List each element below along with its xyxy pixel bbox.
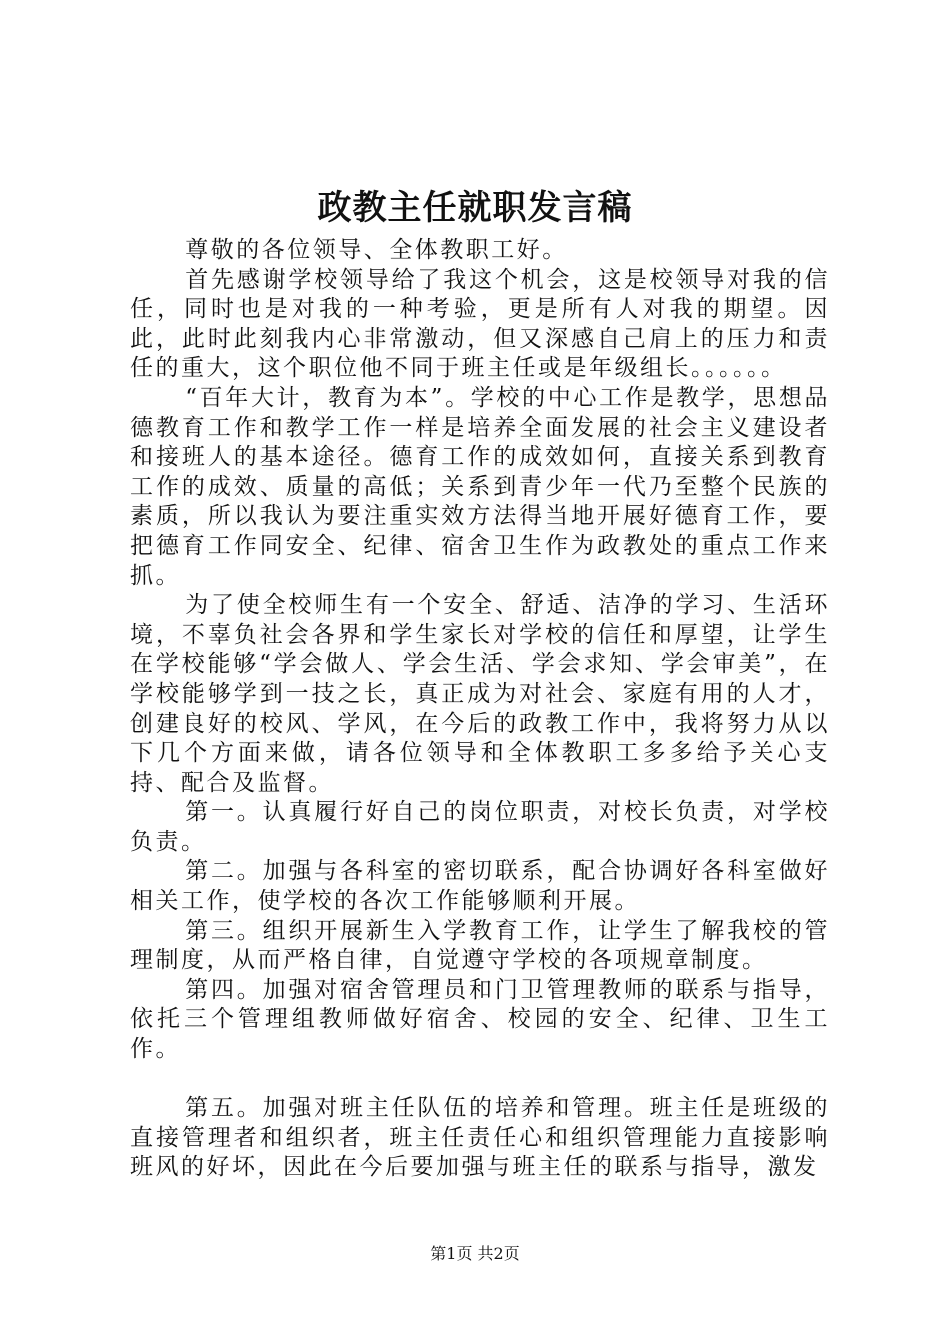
paragraph-greeting: 尊敬的各位领导、全体教职工好。 [185, 237, 568, 263]
document-body [130, 236, 830, 1183]
paragraph-point-4: 第四。加强对宿舍管理员和门卫管理教师的联系与指导，依托三个管理组教师做好宿舍、校园的安全、纪律、卫生工作。 [130, 976, 830, 1063]
paragraph-point-3: 第三。组织开展新生入学教育工作，让学生了解我校的管理制度，从而严格自律，自觉遵守学校的各项规章制度。 [130, 917, 830, 974]
paragraph-thanks: 首先感谢学校领导给了我这个机会，这是校领导对我的信任，同时也是对我的一种考验，更是所有人对我的期望。因此，此时此刻我内心非常激动，但又深感自己肩上的压力和责任的重大，这个职位他不同于班主任或是年级组长。。。。。。 [130, 266, 830, 382]
page-number-footer: 第1页 共2页 [430, 1244, 520, 1263]
paragraph-point-2: 第二。加强与各科室的密切联系，配合协调好各科室做好相关工作，使学校的各次工作能够顺利开展。 [130, 858, 830, 915]
paragraph-education: “百年大计，教育为本”。学校的中心工作是教学，思想品德教育工作和教学工作一样是培养全面发展的社会主义建设者和接班人的基本途径。德育工作的成效如何，直接关系到教育工作的成效、质量的高低；关系到青少年一代乃至整个民族的素质，所以我认为要注重实效方法得当地开展好德育工作，要把德育工作同安全、纪律、宿舍卫生作为政教处的重点工作来抓。 [130, 384, 830, 589]
document-title: 政教主任就职发言稿 [317, 188, 633, 228]
paragraph-point-1: 第一。认真履行好自己的岗位职责，对校长负责，对学校负责。 [130, 799, 830, 855]
paragraph-point-5: 第五。加强对班主任队伍的培养和管理。班主任是班级的直接管理者和组织者，班主任责任心和组织管理能力直接影响班风的好坏，因此在今后要加强与班主任的联系与指导，激发 [130, 1095, 830, 1181]
paragraph-goals: 为了使全校师生有一个安全、舒适、洁净的学习、生活环境，不辜负社会各界和学生家长对学校的信任和厚望，让学生在学校能够“学会做人、学会生活、学会求知、学会审美”，在学校能够学到一技之长，真正成为对社会、家庭有用的人才，创建良好的校风、学风，在今后的政教工作中，我将努力从以下几个方面来做，请各位领导和全体教职工多多给予关心支持、配合及监督。 [130, 592, 830, 796]
